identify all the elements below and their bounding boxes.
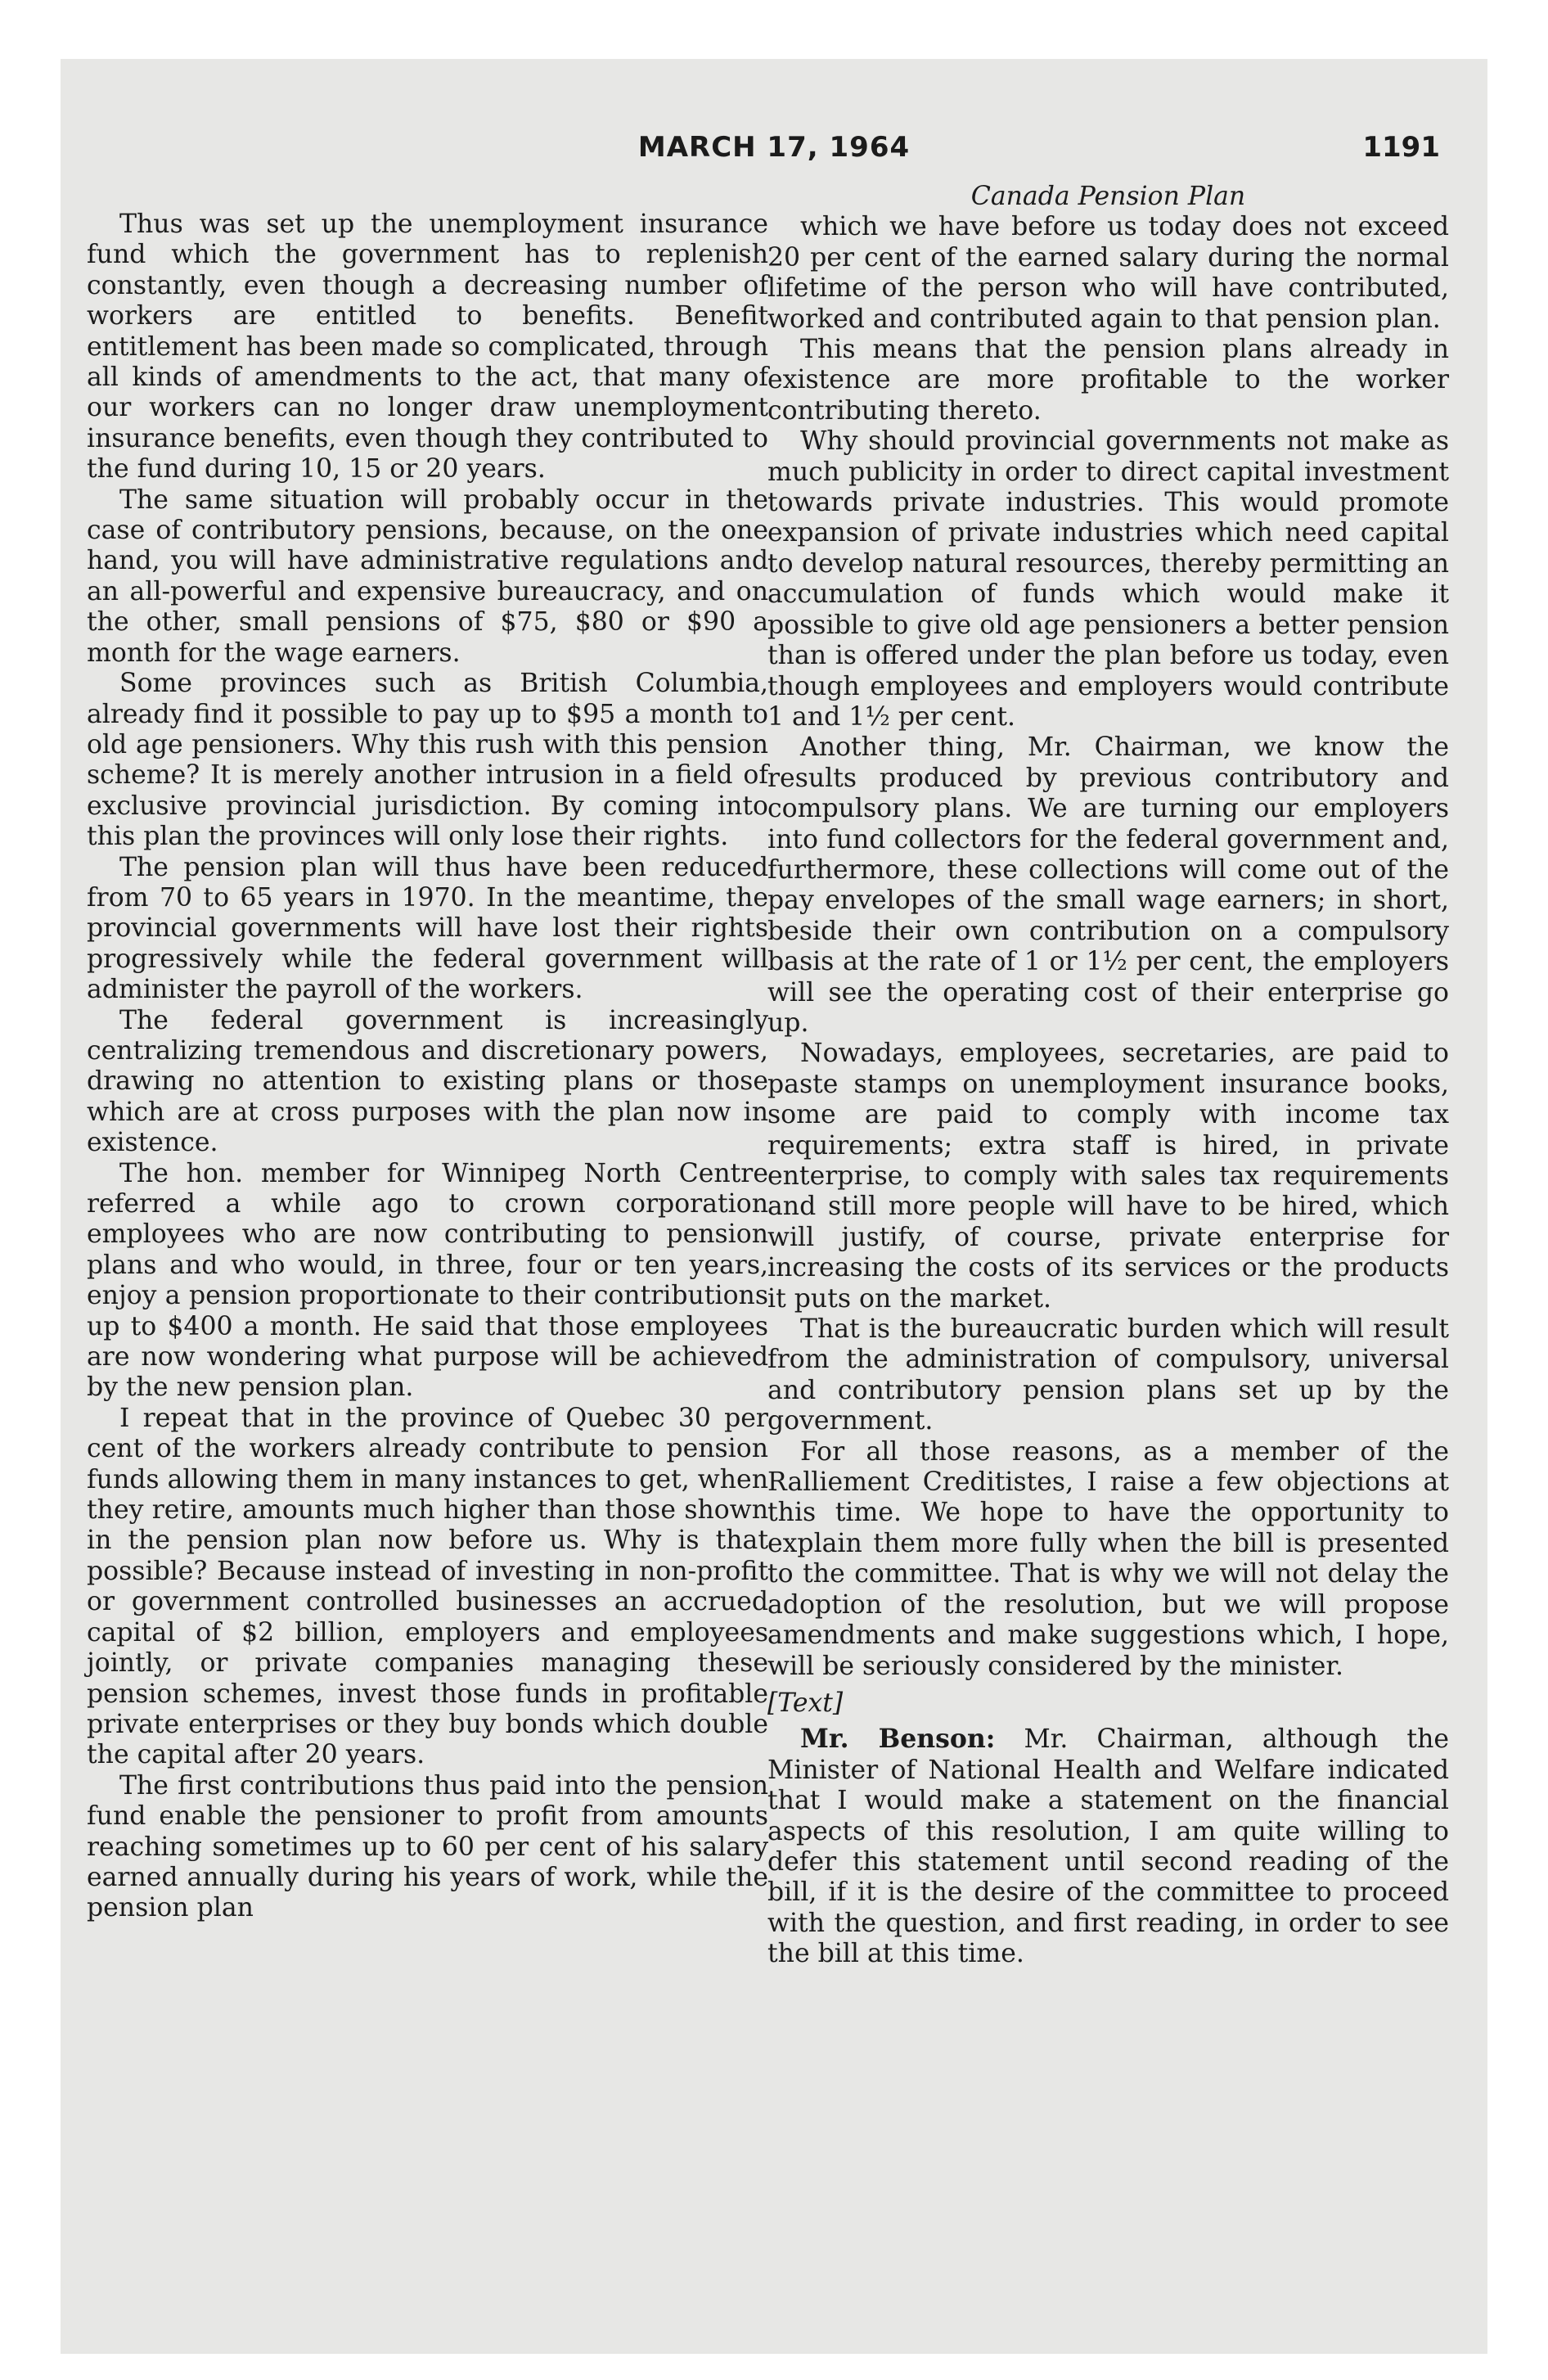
- speaker-name: Mr. Benson:: [800, 1724, 996, 1755]
- paragraph: This means that the pension plans already in existence are more profitable to the worker contributing thereto.: [767, 335, 1449, 426]
- paragraph: The pension plan will thus have been reduced from 70 to 65 years in 1970. In the meantime, the provincial governments will have lost their rights progressively while the federal government will administer the payroll of the workers.: [87, 852, 768, 1005]
- paragraph: which we have before us today does not exceed 20 per cent of the earned salary during the normal lifetime of the person who will have contributed, worked and contributed again to that pension plan.: [767, 212, 1449, 334]
- paragraph: I repeat that in the province of Quebec 30 per cent of the workers already contribute to pension funds allowing them in many instances to get, when they retire, amounts much higher than those shown in the pension plan now before us. Why is that possible? Because instead of investing in non-profit or government controlled businesses an accrued capital of $2 billion, employers and employees jointly, or private companies managing these pension schemes, invest those funds in profitable private enterprises or they buy bonds which double the capital after 20 years.: [87, 1403, 768, 1770]
- left-column: [87, 210, 768, 1924]
- text-marker: [Text]: [767, 1688, 844, 1718]
- paragraph: Some provinces such as British Columbia, already find it possible to pay up to $95 a month to old age pensioners. Why this rush with this pension scheme? It is merely another intrusion in a field of exclusive provincial jurisdiction. By coming into this plan the provinces will only lose their rights.: [87, 669, 768, 852]
- paragraph: The federal government is increasingly centralizing tremendous and discretionary powers, drawing no attention to existing plans or those which are at cross purposes with the plan now in existence.: [87, 1005, 768, 1158]
- paragraph: The first contributions thus paid into the pension fund enable the pensioner to profit from amounts reaching sometimes up to 60 per cent of his salary earned annually during his years of work, while the pension plan: [87, 1770, 768, 1923]
- paragraph: That is the bureaucratic burden which will result from the administration of compulsory, universal and contributory pension plans set up by the government.: [767, 1314, 1449, 1436]
- paragraph: Nowadays, employees, secretaries, are paid to paste stamps on unemployment insurance books, some are paid to comply with income tax requirements; extra staff is hired, in private enterprise, to comply with sales tax requirements and still more people will have to be hired, which will justify, of course, private enterprise for increasing the costs of its services or the products it puts on the market.: [767, 1039, 1449, 1314]
- section-heading: Canada Pension Plan: [970, 182, 1246, 211]
- paragraph: The same situation will probably occur in the case of contributory pensions, because, on the one hand, you will have administrative regulations and an all-powerful and expensive bureaucracy, and on the other, small pensions of $75, $80 or $90 a month for the wage earners.: [87, 485, 768, 668]
- page-number: 1191: [1362, 131, 1440, 164]
- paragraph: The hon. member for Winnipeg North Centre referred a while ago to crown corporation employees who are now contributing to pension plans and who would, in three, four or ten years, enjoy a pension proportionate to their contributions up to $400 a month. He said that those employees are now wondering what purpose will be achieved by the new pension plan.: [87, 1158, 768, 1403]
- right-column: [767, 182, 1449, 1970]
- paragraph: Why should provincial governments not make as much publicity in order to direct capital investment towards private industries. This would promote expansion of private industries which need capital to develop natural resources, thereby permitting an accumulation of funds which would make it possible to give old age pensioners a better pension than is offered under the plan before us today, even though employees and employers would contribute 1 and 1½ per cent.: [767, 426, 1449, 732]
- header-date: MARCH 17, 1964: [637, 131, 911, 164]
- paragraph: Another thing, Mr. Chairman, we know the results produced by previous contributory and compulsory plans. We are turning our employers into fund collectors for the federal government and, furthermore, these collections will come out of the pay envelopes of the small wage earners; in short, beside their own contribution on a compulsory basis at the rate of 1 or 1½ per cent, the employers will see the operating cost of their enterprise go up.: [767, 732, 1449, 1038]
- speech-text: Mr. Chairman, although the Minister of National Health and Welfare indicated that I would make a statement on the financial aspects of this resolution, I am quite willing to defer this statement until second reading of the bill, if it is the desire of the committee to proceed with the question, and first reading, in order to see the bill at this time.: [767, 1724, 1450, 1969]
- paragraph: For all those reasons, as a member of the Ralliement Creditistes, I raise a few objections at this time. We hope to have the opportunity to explain them more fully when the bill is presented to the committee. That is why we will not delay the adoption of the resolution, but we will propose amendments and make suggestions which, I hope, will be seriously considered by the minister.: [767, 1436, 1449, 1681]
- page-header: [61, 131, 1487, 180]
- speech-paragraph: [767, 1724, 1449, 1969]
- paragraph: Thus was set up the unemployment insurance fund which the government has to replenish constantly, even though a decreasing number of workers are entitled to benefits. Benefit entitlement has been made so complicated, through all kinds of amendments to the act, that many of our workers can no longer draw unemployment insurance benefits, even though they contributed to the fund during 10, 15 or 20 years.: [87, 210, 768, 485]
